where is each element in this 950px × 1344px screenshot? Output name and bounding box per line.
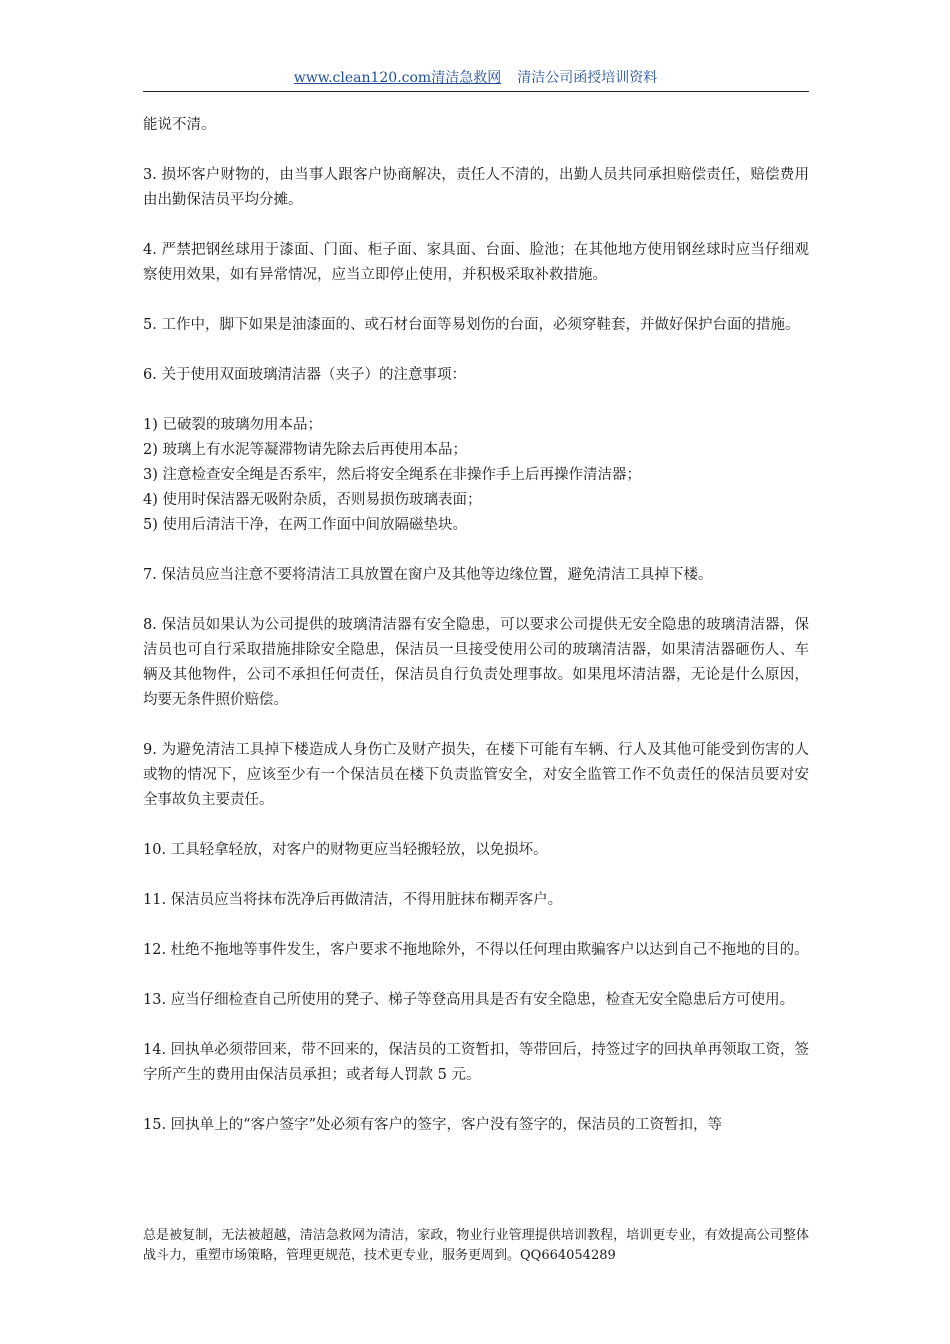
rule-item-10: 10. 工具轻拿轻放，对客户的财物更应当轻搬轻放，以免损坏。 xyxy=(143,842,548,858)
rule-item-15: 15. 回执单上的“客户签字”处必须有客户的签字，客户没有签字的，保洁员的工资暂扣，等 xyxy=(143,1117,722,1133)
rule-item-6: 6. 关于使用双面玻璃清洁器（夹子）的注意事项： xyxy=(143,367,466,383)
site-url-link[interactable]: www.clean120.com xyxy=(293,70,432,86)
rule-item-4: 4. 严禁把钢丝球用于漆面、门面、柜子面、家具面、台面、脸池；在其他地方使用钢丝球时应当仔细观察使用效果，如有异常情况，应当立即停止使用，并积极采取补救措施。 xyxy=(143,242,809,283)
rule-item-11: 11. 保洁员应当将抹布洗净后再做清洁，不得用脏抹布糊弄客户。 xyxy=(143,892,563,908)
sublist-item-1: 1) 已破裂的玻璃勿用本品； xyxy=(143,417,322,433)
rule-item-12: 12. 杜绝不拖地等事件发生，客户要求不拖地除外，不得以任何理由欺骗客户以达到自己不拖地的目的。 xyxy=(143,942,809,958)
paragraph-continuation: 能说不清。 xyxy=(143,117,216,133)
header-subtitle: 清洁公司函授培训资料 xyxy=(517,70,658,86)
sublist-item-4: 4) 使用时保洁器无吸附杂质，否则易损伤玻璃表面； xyxy=(143,492,482,508)
site-name-link[interactable]: 清洁急救网 xyxy=(431,70,502,86)
document-body xyxy=(143,113,809,1163)
rule-item-14: 14. 回执单必须带回来，带不回来的，保洁员的工资暂扣，等带回后，持签过字的回执单再领取工资，签字所产生的费用由保洁员承担；或者每人罚款 5 元。 xyxy=(143,1042,809,1083)
sublist-item-3: 3) 注意检查安全绳是否系牢，然后将安全绳系在非操作手上后再操作清洁器； xyxy=(143,467,641,483)
rule-item-8: 8. 保洁员如果认为公司提供的玻璃清洁器有安全隐患，可以要求公司提供无安全隐患的玻璃清洁器，保洁员也可自行采取措施排除安全隐患，保洁员一旦接受使用公司的玻璃清洁器，如果清洁器砸伤人、车辆及其他物件，公司不承担任何责任，保洁员自行负责处理事故。如果甩坏清洁器，无论是什么原因，均要无条件照价赔偿。 xyxy=(143,617,809,708)
header-divider xyxy=(143,91,809,92)
sublist-item-2: 2) 玻璃上有水泥等凝滞物请先除去后再使用本品； xyxy=(143,442,467,458)
rule-item-13: 13. 应当仔细检查自己所使用的凳子、梯子等登高用具是否有安全隐患，检查无安全隐患后方可使用。 xyxy=(143,992,795,1008)
rule-item-3: 3. 损坏客户财物的，由当事人跟客户协商解决，责任人不清的，出勤人员共同承担赔偿责任，赔偿费用由出勤保洁员平均分摊。 xyxy=(143,167,809,208)
page-footer: 总是被复制，无法被超越，清洁急救网为清洁，家政，物业行业管理提供培训教程，培训更专业，有效提高公司整体战斗力，重塑市场策略，管理更规范，技术更专业，服务更周到。QQ664054289 xyxy=(143,1228,809,1263)
rule-item-5: 5. 工作中，脚下如果是油漆面的、或石材台面等易划伤的台面，必须穿鞋套，并做好保护台面的措施。 xyxy=(143,317,800,333)
sublist-item-5: 5) 使用后清洁干净，在两工作面中间放隔磁垫块。 xyxy=(143,517,467,533)
rule-item-7: 7. 保洁员应当注意不要将清洁工具放置在窗户及其他等边缘位置，避免清洁工具掉下楼。 xyxy=(143,567,713,583)
page-header xyxy=(143,68,808,88)
rule-item-9: 9. 为避免清洁工具掉下楼造成人身伤亡及财产损失，在楼下可能有车辆、行人及其他可能受到伤害的人或物的情况下，应该至少有一个保洁员在楼下负责监管安全，对安全监管工作不负责任的保洁员要对安全事故负主要责任。 xyxy=(143,742,809,808)
